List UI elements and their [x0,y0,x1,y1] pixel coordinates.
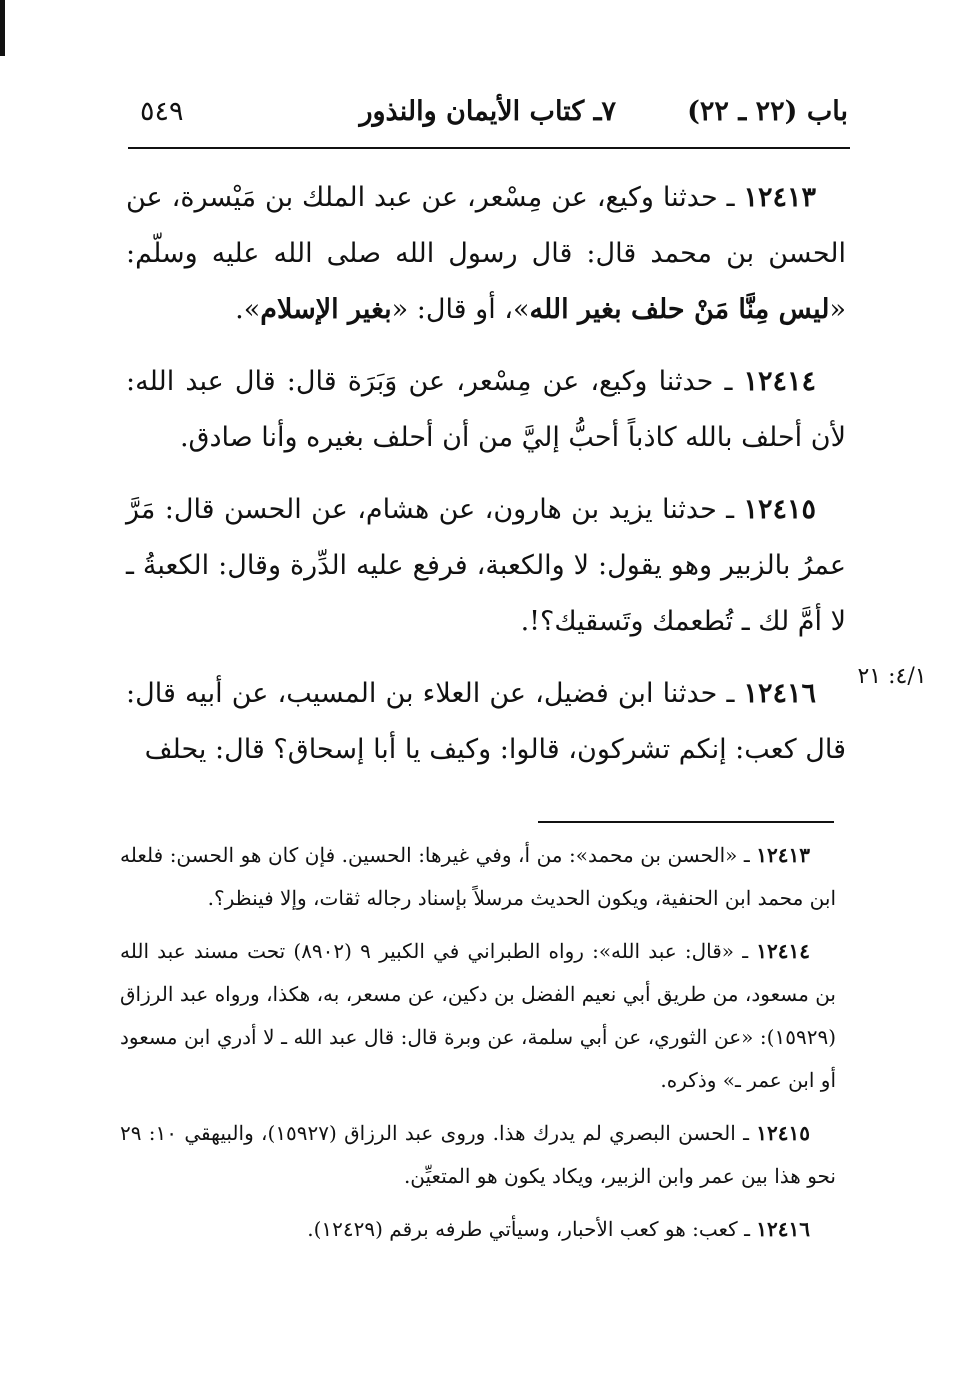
hadith-12414 [126,354,846,466]
footnote-text: ـ كعب: هو كعب الأحبار، وسيأتي طرفه برقم (١٢٤٢٩). [307,1217,757,1241]
page-edge-mark [0,0,5,56]
footnote-12413 [120,834,836,920]
hadith-number: ١٢٤١٦ [743,678,816,709]
footnote-text: ـ الحسن البصري لم يدرك هذا. وروى عبد الرزاق (١٥٩٢٧)، والبيهقي ١٠: ٢٩ نحو هذا بين عمر وابن الزبير، ويكاد يكون هو المتعيِّن. [120,1121,836,1188]
footnote-number: ١٢٤١٥ [756,1121,810,1145]
footnote-text: ـ «قال: عبد الله»: رواه الطبراني في الكبير ٩ (٨٩٠٢) تحت مسند عبد الله بن مسعود، من طريق أبي نعيم الفضل بن دكين، عن مسعر، به، هكذا، ورواه عبد الرزاق (١٥٩٢٩): «عن الثوري، عن أبي سلمة، عن وبرة قال: قال عبد الله ـ لا أدري ابن مسعود أو ابن عمر ـ» وذكره. [120,939,836,1092]
hadith-text: ـ حدثنا ابن فضيل، عن العلاء بن المسيب، عن أبيه قال: قال كعب: إنكم تشركون، قالوا: وكيف يا أبا إسحاق؟ قال: يحلف [126,678,846,765]
footnote-number: ١٢٤١٣ [756,843,810,867]
hadith-12413 [126,170,846,338]
footnote-rule [538,821,834,823]
footnote-number: ١٢٤١٦ [756,1217,810,1241]
hadith-12416 [126,666,846,778]
hadith-text: ـ حدثنا وكيع، عن مِسْعر، عن وَبَرَة قال: قال عبد الله: لأن أحلف بالله كاذباً أحبُّ إليَّ من أن أحلف بغيره وأنا صادق. [126,366,846,453]
book-title: ٧ـ كتاب الأيمان والنذور [359,96,616,127]
footnote-12416 [120,1208,836,1251]
hadith-12415 [126,482,846,650]
hadith-number: ١٢٤١٥ [743,494,816,525]
hadith-text: ـ حدثنا يزيد بن هارون، عن هشام، عن الحسن قال: مَرَّ عمرُ بالزبير وهو يقول: لا والكعبة، فرفع عليه الدِّرة وقال: الكعبةُ ـ لا أمَّ لك ـ تُطعمك وتَسقيك؟!. [126,494,846,637]
hadith-quote: ليس مِنَّا مَنْ حلف بغير الله [529,294,830,325]
header-rule [128,147,850,149]
hadith-number: ١٢٤١٤ [743,366,816,397]
footnote-number: ١٢٤١٤ [756,939,810,963]
hadith-text: ». [235,294,261,325]
footnote-12414 [120,930,836,1102]
hadith-text: ـ حدثنا وكيع، عن مِسْعر، عن عبد الملك بن مَيْسرة، عن الحسن بن محمد قال: قال رسول الله صلى الله عليه وسلّم: « [126,182,846,325]
hadith-text-block [126,170,846,794]
hadith-text: »، أو قال: « [391,294,530,325]
hadith-quote: بغير الإسلام [260,294,392,325]
hadith-number: ١٢٤١٣ [743,182,816,213]
chapter-heading: باب (٢٢ ـ ٢٢) [687,96,848,127]
margin-reference: ٤/١: ٢١ [857,664,927,689]
footnote-text: ـ «الحسن بن محمد»: من أ، وفي غيرها: الحسين. فإن كان هو الحسن: فلعله ابن محمد ابن الحنفية، ويكون الحديث مرسلاً بإسناد رجاله ثقات، وإلا فينظر؟. [120,843,836,910]
footnote-12415 [120,1112,836,1198]
page-number: ٥٤٩ [140,96,184,127]
footnotes-block [120,834,836,1261]
running-header [128,92,848,140]
